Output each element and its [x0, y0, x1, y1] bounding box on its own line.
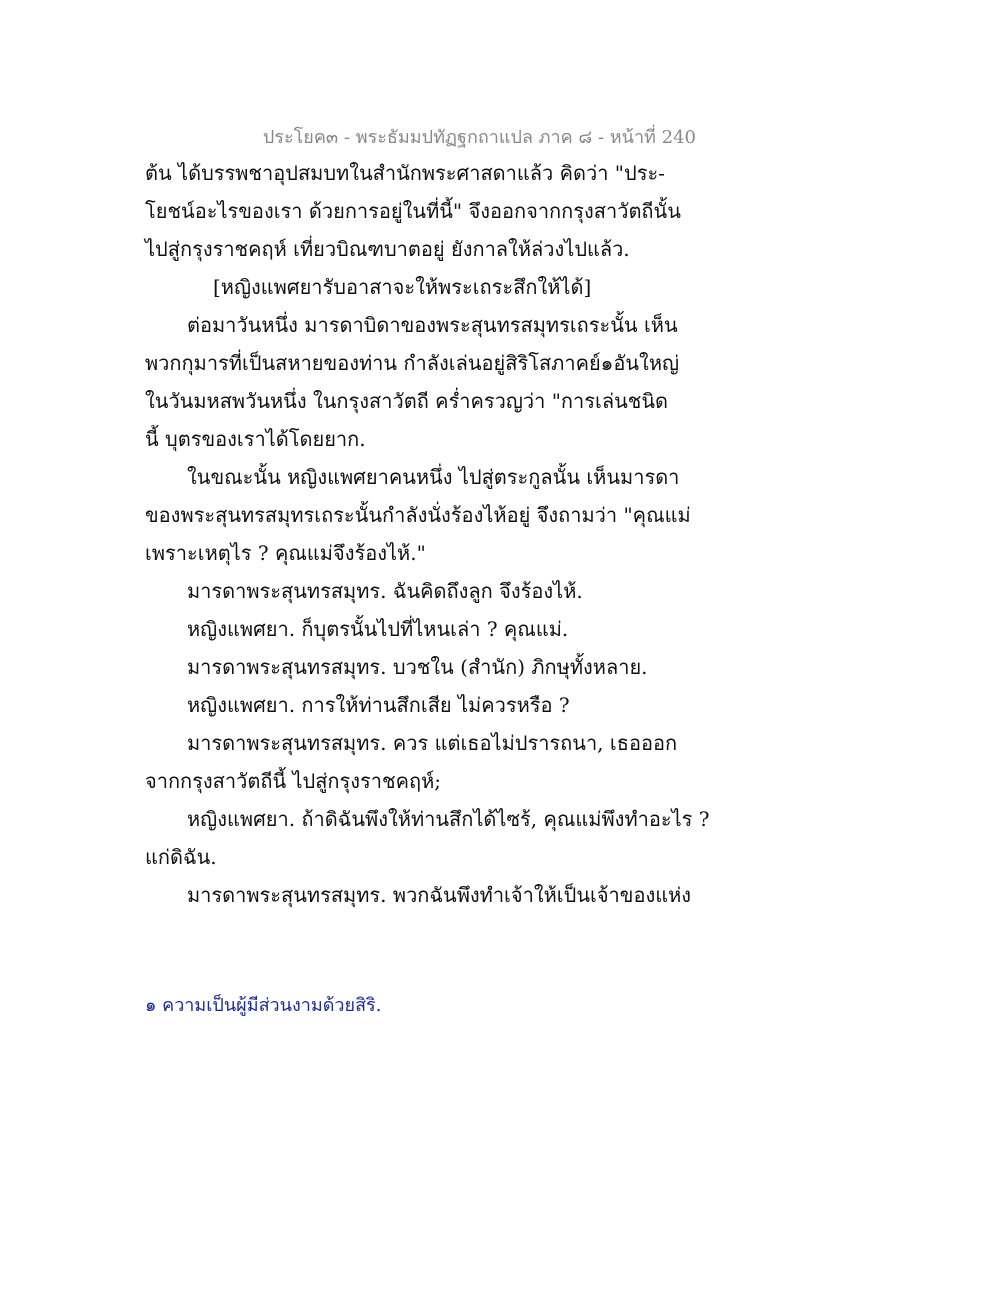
body-line: เพราะเหตุไร ? คุณแม่จึงร้องไห้." — [145, 541, 426, 565]
dialogue-line: หญิงแพศยา. ถ้าดิฉันพึงให้ท่านสึกได้ไซร้, คุณแม่พึงทำอะไร ? — [187, 807, 710, 831]
dialogue-line: มารดาพระสุนทรสมุทร. พวกฉันพึงทำเจ้าให้เป็นเจ้าของแห่ง — [187, 883, 692, 907]
dialogue-line: หญิงแพศยา. การให้ท่านสึกเสีย ไม่ควรหรือ ? — [187, 693, 570, 717]
body-line: ในขณะนั้น หญิงแพศยาคนหนึ่ง ไปสู่ตระกูลนั้น เห็นมารดา — [187, 465, 680, 489]
body-line: ของพระสุนทรสมุทรเถระนั้นกำลังนั่งร้องไห้อยู่ จึงถามว่า "คุณแม่ — [145, 503, 691, 527]
body-line: โยชน์อะไรของเรา ด้วยการอยู่ในที่นี้" จึงออกจากกรุงสาวัตถีนั้น — [145, 199, 681, 223]
section-heading: [หญิงแพศยารับอาสาจะให้พระเถระสึกให้ได้] — [213, 275, 592, 299]
running-header: ประโยค๓ - พระธัมมปทัฏฐกถาแปล ภาค ๘ - หน้าที่ 240 — [262, 127, 696, 148]
body-line: แก่ดิฉัน. — [145, 845, 217, 869]
body-line: นี้ บุตรของเราได้โดยยาก. — [145, 427, 366, 451]
dialogue-line: มารดาพระสุนทรสมุทร. ควร แต่เธอไม่ปรารถนา, เธอออก — [187, 731, 678, 755]
body-line: จากกรุงสาวัตถีนี้ ไปสู่กรุงราชคฤห์; — [145, 769, 442, 793]
body-line: ไปสู่กรุงราชคฤห์ เที่ยวบิณฑบาตอยู่ ยังกาลให้ล่วงไปแล้ว. — [145, 237, 630, 261]
dialogue-line: มารดาพระสุนทรสมุทร. บวชใน (สำนัก) ภิกษุทั้งหลาย. — [187, 655, 648, 679]
body-line: พวกกุมารที่เป็นสหายของท่าน กำลังเล่นอยู่สิริโสภาคย์๑อันใหญ่ — [145, 351, 680, 375]
body-line: ในวันมหสพวันหนึ่ง ในกรุงสาวัตถี คร่ำครวญว่า "การเล่นชนิด — [145, 389, 668, 413]
body-line: ต้น ได้บรรพชาอุปสมบทในสำนักพระศาสดาแล้ว คิดว่า "ประ- — [145, 161, 665, 185]
dialogue-line: มารดาพระสุนทรสมุทร. ฉันคิดถึงลูก จึงร้องไห้. — [187, 579, 583, 603]
footnote: ๑ ความเป็นผู้มีส่วนงามด้วยสิริ. — [145, 995, 382, 1016]
body-text — [145, 154, 710, 914]
dialogue-line: หญิงแพศยา. ก็บุตรนั้นไปที่ไหนเล่า ? คุณแม่. — [187, 617, 569, 641]
body-line: ต่อมาวันหนึ่ง มารดาบิดาของพระสุนทรสมุทรเถระนั้น เห็น — [187, 313, 678, 337]
